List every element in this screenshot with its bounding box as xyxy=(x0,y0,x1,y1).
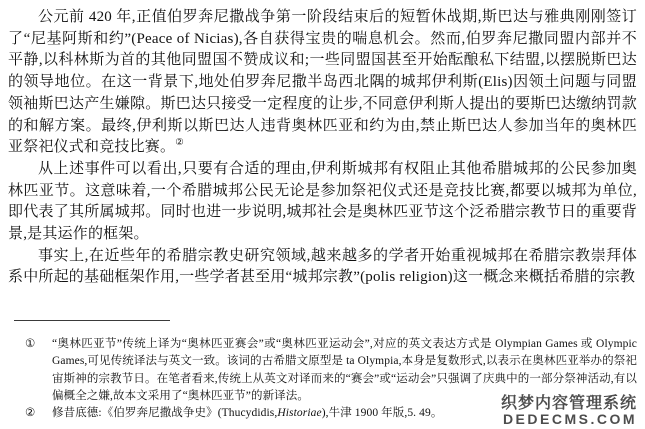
footnote-2-text xyxy=(52,407,442,419)
paragraph-3 xyxy=(8,246,637,289)
paragraph-2 xyxy=(8,159,637,246)
paragraph-3-text: 事实上,在近些年的希腊宗教史研究领域,越来越多的学者开始重视城邦在希腊宗教崇拜体系中所起的基础框架作用,一些学者甚至用“城邦宗教”(polis religion)这一概念来概括希腊的宗教 xyxy=(8,247,637,286)
footnote-2-marker: ② xyxy=(25,406,36,419)
footnote-1-marker: ① xyxy=(25,338,36,351)
footnote-2-text-before: 修昔底德:《伯罗奔尼撒战争史》(Thucydidis, xyxy=(52,406,278,419)
watermark xyxy=(501,395,637,427)
paragraph-1 xyxy=(8,7,637,159)
paragraph-1-text: 公元前 420 年,正值伯罗奔尼撒战争第一阶段结束后的短暂休战期,斯巴达与雅典刚刚签订了“尼基阿斯和约”(Peace of Nicias),各自获得宝贵的喘息机会。然而,伯罗奔尼撒同盟内部并不平静,以科林斯为首的其他同盟国不赞成议和;一些同盟国甚至开始酝酿私下结盟,以摆脱斯巴达的领导地位。在这一背景下,地处伯罗奔尼撒半岛西北隅的城邦伊利斯(Elis)因领土问题与同盟领袖斯巴达产生嫌隙。斯巴达只接受一定程度的让步,不同意伊利斯人提出的要斯巴达缴纳罚款的和解方案。最终,伊利斯以斯巴达人违背奥林匹亚和约为由,禁止斯巴达人参加当年的奥林匹亚祭祀仪式和竞技比赛。 xyxy=(8,9,637,156)
footnote-1-text: “奥林匹亚节”传统上译为“奥林匹亚赛会”或“奥林匹亚运动会”,对应的英文表达方式是 Olympian Games 或 Olympic Games,可见传统译法与英文一致。该词的古希腊文原型是 ta Olympia,本身是复数形式,以表示在奥林匹亚举办的祭祀宙斯神的宗教节日。在笔者看来,传统上从英文对译而来的“赛会”或“运动会”只强调了庆典中的一部分祭神活动,有以偏概全之嫌,故本文采用了“奥林匹亚节”的新译法。 xyxy=(52,338,637,402)
paragraph-2-text: 从上述事件可以看出,只要有合适的理由,伊利斯城邦有权阻止其他希腊城邦的公民参加奥林匹亚节。这意味着,一个希腊城邦公民无论是参加祭祀仪式还是竞技比赛,都要以城邦为单位,即代表了其所属城邦。同时也进一步说明,城邦社会是奥林匹亚节这个泛希腊宗教节日的重要背景,是其运作的框架。 xyxy=(8,160,637,243)
footnote-separator xyxy=(14,320,170,321)
watermark-line-2: DEDECMS.COM xyxy=(502,411,637,427)
footnote-ref-2: ② xyxy=(175,138,184,149)
body-text xyxy=(8,7,637,289)
footnote-2-italic-title: Historiae xyxy=(277,406,322,419)
footnote-2-text-after: ),牛津 1900 年版,5. 49。 xyxy=(321,406,443,419)
watermark-line-1: 织梦内容管理系统 xyxy=(500,395,637,412)
